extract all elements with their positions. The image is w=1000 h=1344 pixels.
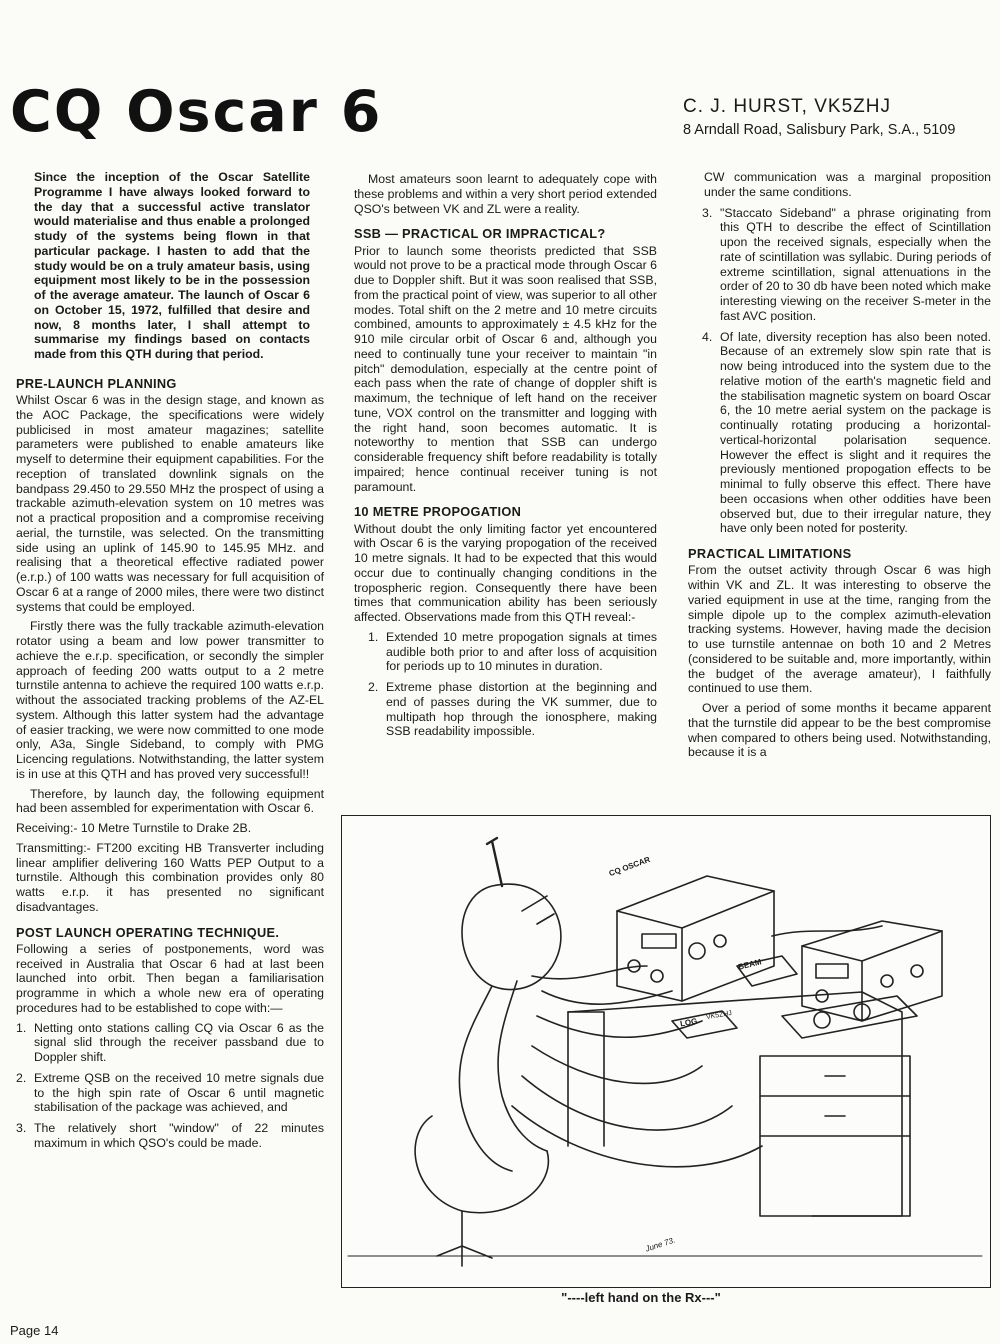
figure-label-beam: BEAM [737,957,763,972]
column-2 [354,172,657,745]
receiver-knob [651,970,663,982]
tentacle-6 [512,1106,762,1167]
head-antenna [487,838,502,886]
receiver-knob [714,935,726,947]
list-number: 3. [702,205,713,220]
receiver-knob [689,943,705,959]
character-eye [522,896,554,924]
paragraph: Whilst Oscar 6 was in the design stage, and known as the AOC Package, the specifications were widely publicised in most amateur magazines; satellite parameters were published to enable amateurs like myself to determine their equipment capabilities. For the reception of translated downlink signals on the bandpass 29.450 to 29.550 MHz the prospect of using a trackable azimuth-elevation system on 10 metres was not a practical proposition and a compromise receiving aerial, the turnstile, was selected. On the transmitting side using an uplink of 145.90 to 145.95 MHz. and realising that a theoretical effective radiated power (e.r.p.) of 100 watts was necessary for full acquisition of Oscar 6 at a range of 2000 miles, there were two distinct systems that could be employed. [16,393,324,614]
numbered-list [16,1021,324,1151]
column-1 [16,170,324,1157]
list-text: Extreme phase distortion at the beginning and end of passes during the VK summer, due to multipath hop through the ionosphere, making SSB readability impossible. [386,680,657,739]
receiver-dial [642,934,676,948]
paragraph: Prior to launch some theorists predicted that SSB would not prove to be a practical mode through Oscar 6 due to Doppler shift. But it was soon realised that SSB, from the practical point of view, was superior to all other modes. Total shift on the 2 metre and 10 metre circuits combined, amounts to approximately ± 4.5 kHz for the 910 mile circular orbit of Oscar 6 and, although you need to continually tune your receiver to maintain "in pitch" demodulation, especially at the centre point of each pass when the rate of change of doppler shift is maximum, the technique of left hand on the receiver tune, VOX control on the transmitter and logging with the right hand, soon becomes automatic. It is noteworthy to mention that SSB can undergo considerable frequency shift before readability is totally impaired; hence continual receiver tuning is not paramount. [354,243,657,494]
list-text: The relatively short "window" of 22 minutes maximum in which QSO's could be made. [34,1121,324,1150]
tentacle-4 [532,1046,702,1083]
numbered-list [354,630,657,739]
intro-paragraph: Since the inception of the Oscar Satellite Programme I have always looked forward to the day that a successful active translator would materialise and thus enable a prolonged study of the systems being flown in that particular package. I hasten to add that the study would be on a truly amateur basis, using equipment most likely to be in the possession of the average amateur. The launch of Oscar 6 on October 15, 1972, fulfilled that desire and now, 8 months later, I shall attempt to summarise my findings based on contacts made from this QTH during that period. [34,170,310,361]
author-address: 8 Arndall Road, Salisbury Park, S.A., 5109 [683,121,956,138]
list-number: 2. [16,1070,27,1085]
paragraph: Therefore, by launch day, the following equipment had been assembled for experimentation with Oscar 6. [16,786,324,816]
list-item [16,1071,324,1115]
tentacle-1 [532,966,647,979]
list-item [368,630,657,674]
section-heading-post-launch: POST LAUNCH OPERATING TECHNIQUE. [16,924,280,940]
figure-label-callsign: VK5ZHJ [705,1009,733,1022]
receiving-line: Receiving:- 10 Metre Turnstile to Drake 2B. [16,821,252,836]
character-neck [459,986,512,1171]
list-number: 2. [368,680,379,695]
section-heading-propogation: 10 METRE PROPOGATION [354,504,522,520]
transmitter-knob [816,990,828,1002]
transmitter-knob [911,965,923,977]
list-text: Extended 10 metre propogation signals at times audible both prior to and after loss of acquisition for periods up to 10 minutes in duration. [386,629,657,674]
section-heading-pre-launch: PRE-LAUNCH PLANNING [16,375,177,391]
cartoon-drawing [342,816,990,1287]
byline [683,96,998,140]
paragraph: Following a series of postponements, word was received in Australia that Oscar 6 had at last been launched into orbit. Then began a familiarisation programme in which a whole new era of operating procedures had to be established to cope with:— [16,941,324,1015]
stand-legs [437,1211,492,1266]
receiver-box [617,876,774,1001]
character-head [462,884,561,989]
figure-label-cq-oscar: CQ OSCAR [607,854,652,879]
author-name: C. J. HURST, VK5ZHJ [683,96,891,117]
paragraph: Firstly there was the fully trackable azimuth-elevation rotator using a beam and low power transmitter to achieve the e.r.p. specification, or secondly the simpler approach of feeding 200 watts output to a 2 metre turnstile antenna to achieve the required 100 watts e.r.p. without the associated tracking problems of the AZ-EL system. Although this latter system had the advantage of easier tracking, we were now committed to one mode only, A3a, Single Sideband, to comply with PMG Licencing regulations. Notwithstanding, the latter system is in use at this QTH and has proved very successful!! [16,619,324,781]
list-item [16,1121,324,1151]
list-item [702,206,991,324]
list-number: 1. [368,629,379,644]
character-body [415,1116,548,1213]
list-number: 1. [16,1020,27,1035]
paragraph: Most amateurs soon learnt to adequately cope with these problems and within a very short period extended QSO's between VK and ZL were a reality. [354,172,657,216]
transmitting-line: Transmitting:- FT200 exciting HB Transverter including linear amplifier delivering 160 Watts PEP Output to a turnstile. Although this combination provides only 80 watts e.r.p. it has presented no significant disadvantages. [16,840,324,914]
list-number: 3. [16,1121,27,1136]
section-heading-limitations: PRACTICAL LIMITATIONS [688,546,852,561]
tape-reel [814,1012,830,1028]
list-text: Of late, diversity reception has also been noted. Because of an extremely slow spin rate that is now being introduced into the system due to the relative motion of the earth's magnetic field and the stabilisation magnetic system on board Oscar 6, the 10 metre aerial system on the package is continually rotating producing a horizontal-vertical-horizontal polarisation sequence. However the effect is slight and it requires the previously mentioned propogation effects to be minimal to fully observe this effect. There have been occasions when other oddities have been observed but, due to their irregular nature, they have only been noted for posterity. [720,329,991,536]
section-heading-ssb: SSB — PRACTICAL OR IMPRACTICAL? [354,226,606,242]
figure-signature: June 73. [644,1235,677,1254]
numbered-list [688,206,991,537]
list-item [702,330,991,537]
paragraph: CW communication was a marginal proposition under the same conditions. [704,170,991,199]
transmitter-knob [881,975,893,987]
list-text: Extreme QSB on the received 10 metre signals due to the high spin rate of Oscar 6 until magnetic stabilisation of the package was achieved, and [34,1070,324,1115]
paragraph: Without doubt the only limiting factor yet encountered with Oscar 6 is the varying propogation of the received 10 metre signals. It had to be expected that this would occur due to continually changing conditions in the tropospheric region. Consequently there have been times that communication ability has been seriously affected. Observations made from this QTH reveal:- [354,521,657,625]
list-text: Netting onto stations calling CQ via Oscar 6 as the signal slid through the receiver passband due to Doppler shift. [34,1020,324,1065]
transmitter-dial [816,964,848,978]
cable [772,926,882,936]
page-number: Page 14 [10,1323,59,1338]
transmitter-box [802,921,942,1021]
list-text: "Staccato Sideband" a phrase originating from this QTH to describe the effect of Scintillation upon the received signals, especially when the rate of scintillation was syllabic. During periods of extreme scintillation, signal attenuations in the order of 20 to 30 db have been noted which make interesting viewing on the receiver S-meter in the fast AVC position. [720,205,991,323]
article-title: CQ Oscar 6 [10,79,383,145]
tentacle-5 [522,1076,732,1130]
figure-label-log: LOG [679,1016,698,1029]
list-item [368,680,657,739]
list-item [16,1021,324,1065]
paragraph: From the outset activity through Oscar 6 was high within VK and ZL. It was interesting to observe the varied equipment in use at the time, ranging from the simple dipole up to the complex azimuth-elevation tracking systems. However, having made the decision to use turnstile antennae on both 10 and 2 Metres (considered to be suitable and, more importantly, within the budget of the average amateur), I faithfully continued to use them. [688,563,991,696]
list-number: 4. [702,329,713,344]
cartoon-illustration [341,815,991,1288]
figure-caption: "----left hand on the Rx---" [561,1290,721,1305]
column-3 [688,170,991,765]
paragraph: Over a period of some months it became apparent that the turnstile did appear to be the best compromise when compared to others being used. Notwithstanding, because it is a [688,701,991,760]
tentacle-2 [542,991,672,1004]
